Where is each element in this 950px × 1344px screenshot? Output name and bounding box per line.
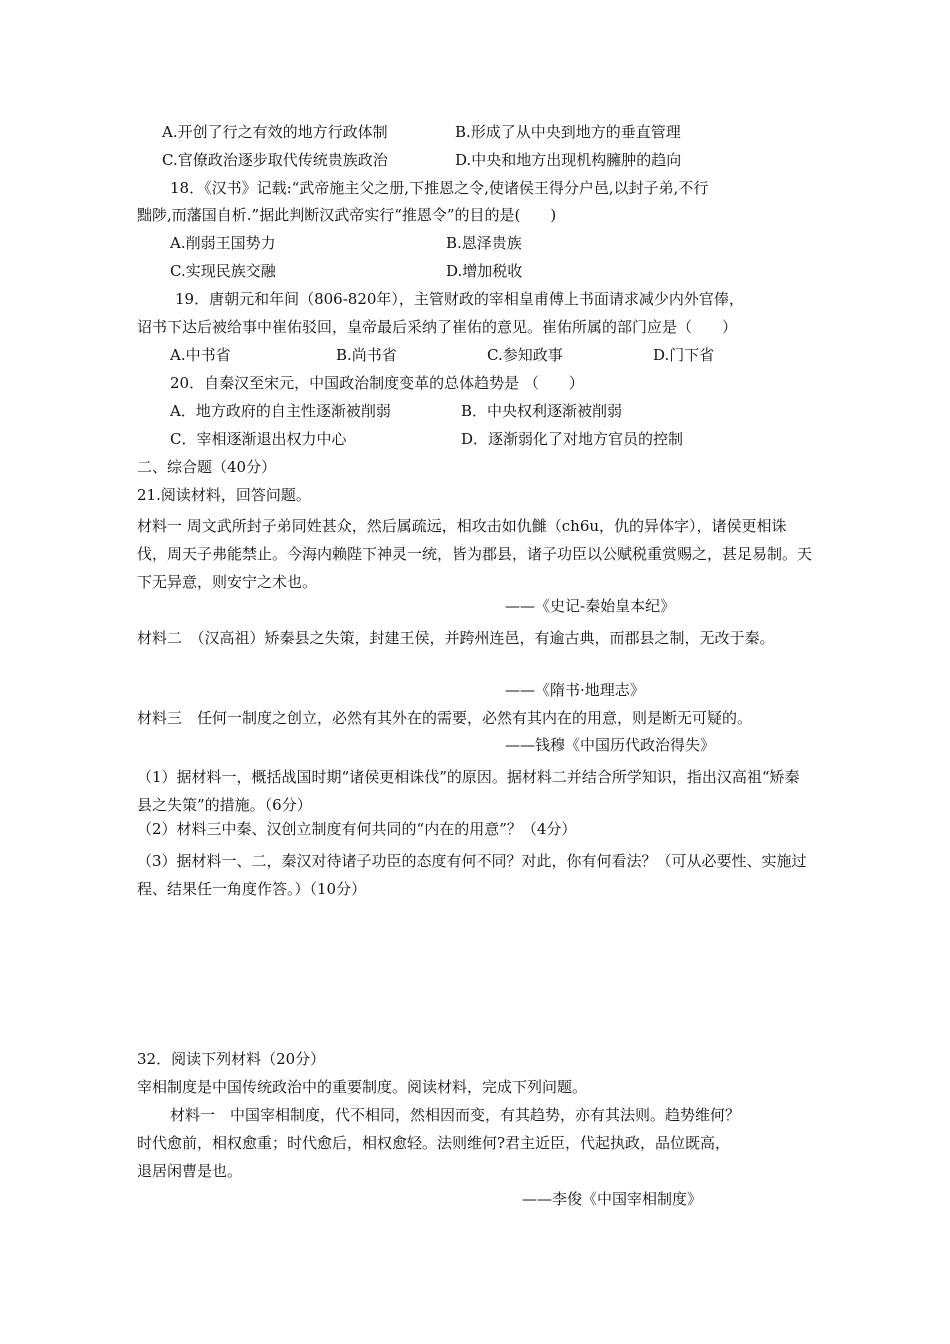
option-20d: D．逐渐弱化了对地方官员的控制 [461, 430, 684, 448]
material-3-source: ——钱穆《中国历代政治得失》 [505, 736, 716, 754]
material-3: 材料三 任何一制度之创立，必然有其外在的需要，必然有其内在的用意，则是断无可疑的。 [137, 709, 753, 727]
option-20a: A．地方政府的自主性逐渐被削弱 [170, 402, 391, 420]
option-18d: D.增加税收 [446, 262, 523, 280]
question-21-part2: （2）材料三中秦、汉创立制度有何共同的“内在的用意”？（4分） [137, 820, 577, 838]
question-32-material-source: ——李俊《中国宰相制度》 [522, 1190, 703, 1208]
option-19c: C.参知政事 [487, 346, 563, 364]
material-1: 材料一 周文武所封子弟同姓甚众，然后属疏远，相攻击如仇雠（ch6u，仇的异体字），诸侯更相诛伐，周天子弗能禁止。今海内赖陛下神灵一统，皆为郡县，诸子功臣以公赋税重赏赐之，甚足易制。天下无异意，则安宁之术也。 [137, 517, 813, 591]
question-18-line2: 黜陟,而藩国自析.”据此判断汉武帝实行“推恩令”的目的是( ) [137, 206, 557, 224]
question-21-intro: 21.阅读材料，回答问题。 [137, 486, 311, 504]
question-32-heading: 32．阅读下列材料（20分） [137, 1050, 326, 1068]
question-32-intro: 宰相制度是中国传统政治中的重要制度。阅读材料，完成下列问题。 [137, 1078, 588, 1096]
option-19d: D.门下省 [653, 346, 715, 364]
question-18-line1: 18．《汉书》记载:“武帝施主父之册,下推恩之令,使诸侯王得分户邑,以封子弟,不行 [170, 179, 709, 197]
material-1-source: ——《史记-秦始皇本纪》 [505, 597, 676, 615]
question-32-material-line3: 退居闲曹是也。 [137, 1162, 243, 1180]
material-2: 材料二 （汉高祖）矫秦县之失策，封建王侯，并跨州连邑，有逾古典，而郡县之制，无改于秦。 [137, 629, 775, 647]
question-32-material-line1: 材料一 中国宰相制度，代不相同，然相因而变，有其趋势，亦有其法则。趋势维何？ [170, 1106, 741, 1124]
question-32-material-line2: 时代愈前，相权愈重；时代愈后，相权愈轻。法则维何?君主近臣，代起执政，品位既高， [137, 1134, 731, 1152]
option-18b: B.恩泽贵族 [446, 234, 522, 252]
option-17b: B.形成了从中央到地方的垂直管理 [455, 123, 681, 141]
section-heading: 二、综合题（40分） [137, 458, 277, 476]
question-19-line2: 诏书下达后被给事中崔佑驳回，皇帝最后采纳了崔佑的意见。崔佑所属的部门应是（ ） [137, 318, 738, 336]
question-21-part3: （3）据材料一、二，秦汉对待诸子功臣的态度有何不同？对此，你有何看法？（可从必要性、实施过程、结果任一角度作答。）（10分） [137, 852, 807, 898]
option-18c: C.实现民族交融 [170, 262, 276, 280]
option-20b: B．中央权利逐渐被削弱 [461, 402, 623, 420]
option-17c: C.官僚政治逐步取代传统贵族政治 [162, 151, 388, 169]
question-19-line1: 19．唐朝元和年间（806-820年），主管财政的宰相皇甫傅上书面请求减少内外官俸， [175, 290, 744, 308]
option-17a: A.开创了行之有效的地方行政体制 [162, 123, 388, 141]
option-20c: C．宰相逐渐退出权力中心 [170, 430, 347, 448]
question-21-part1: （1）据材料一，概括战国时期“诸侯更相诛伐”的原因。据材料二并结合所学知识，指出汉高祖“矫秦县之失策”的措施。（6分） [137, 768, 800, 814]
material-2-source: ——《隋书·地理志》 [505, 681, 645, 699]
option-18a: A.削弱王国势力 [170, 234, 276, 252]
option-19b: B.尚书省 [336, 346, 397, 364]
question-20: 20．自秦汉至宋元，中国政治制度变革的总体趋势是 （ ） [170, 374, 584, 392]
option-17d: D.中央和地方出现机构臃肿的趋向 [455, 151, 682, 169]
option-19a: A.中书省 [170, 346, 231, 364]
